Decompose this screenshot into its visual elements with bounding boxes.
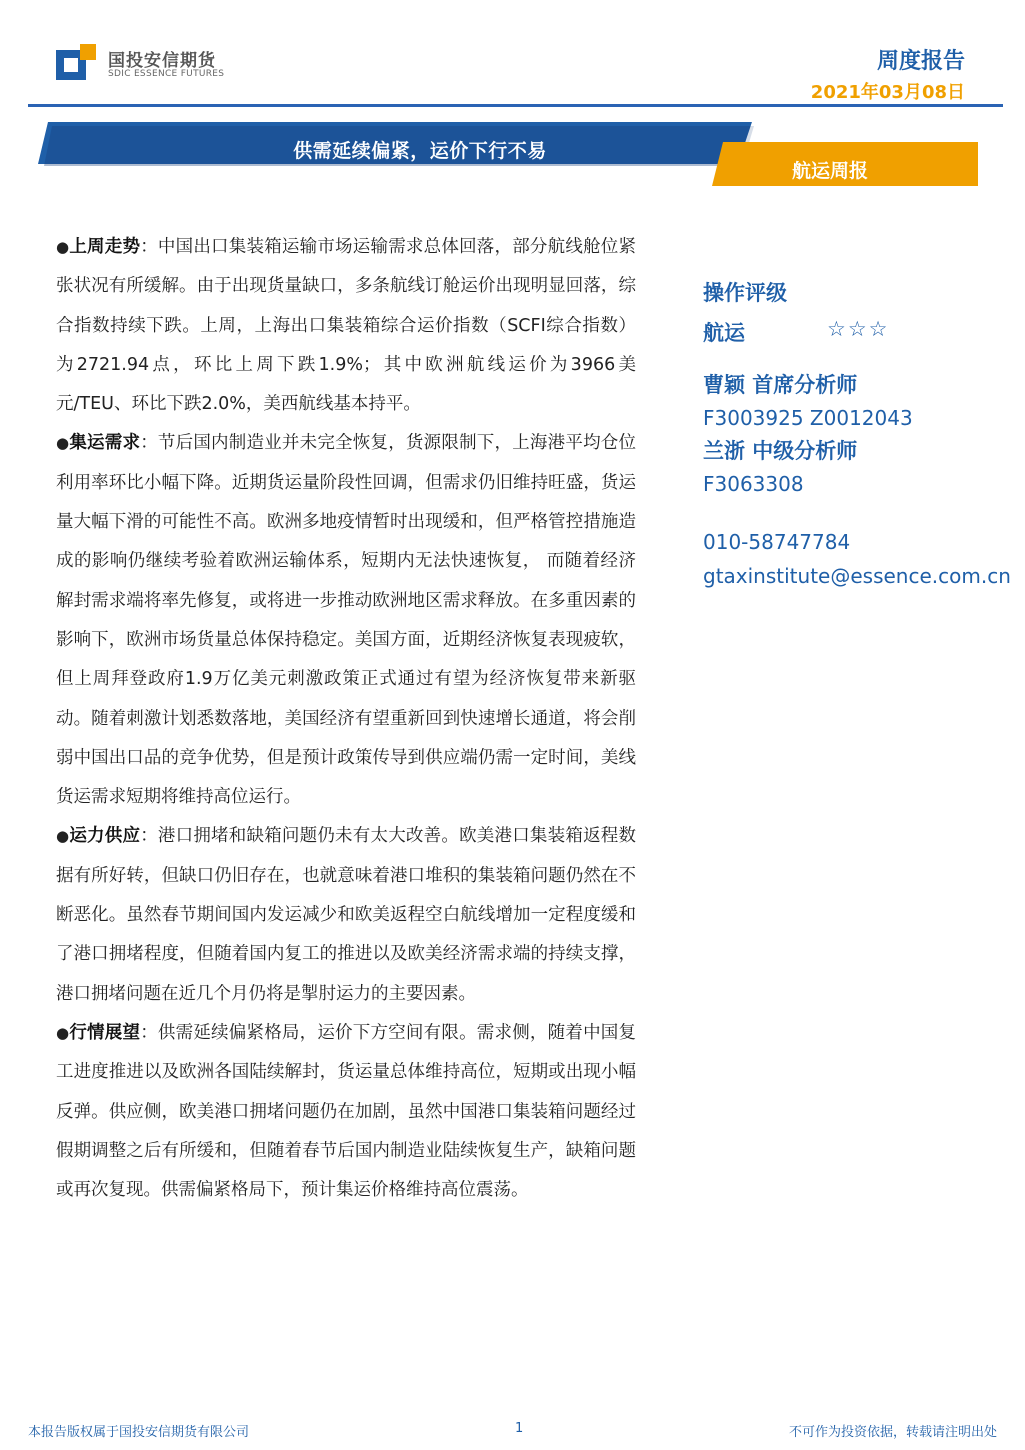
section-text: ：港口拥堵和缺箱问题仍未有太大改善。欧美港口集装箱返程数据有所好转，但缺口仍旧存在，也就意味着港口堆积的集装箱问题仍然在不断恶化。虽然春节期间国内发运减少和欧美返程空白航线增加一定程度缓和了港口拥堵程度，但随着国内复工的推进以及欧美经济需求端的持续支撑，港口拥堵问题在近几个月仍将是掣肘运力的主要因素。 [56,826,637,1004]
section-text: ：供需延续偏紧格局，运价下方空间有限。需求侧，随着中国复工进度推进以及欧洲各国陆续解封，货运量总体维持高位，短期或出现小幅反弹。供应侧，欧美港口拥堵问题仍在加剧，虽然中国港口集装箱问题经过假期调整之后有所缓和，但随着春节后国内制造业陆续恢复生产，缺箱问题或再次复现。供需偏紧格局下，预计集运价格维持高位震荡。 [56,1022,637,1201]
section-last-week [56,228,636,424]
footer-disclaimer: 不可作为投资依据，转载请注明出处 [788,1425,997,1440]
header-divider [28,104,1003,107]
analyst-name: 曹颖 首席分析师 [703,373,858,397]
analyst-license: F3063308 [703,472,804,496]
section-text: ：节后国内制造业并未完全恢复，货源限制下，上海港平均仓位利用率环比小幅下降。近期货运量阶段性回调，但需求仍旧维持旺盛，货运量大幅下滑的可能性不高。欧洲多地疫情暂时出现缓和，但严格管控措施造成的影响仍继续考验着欧洲运输体系，短期内无法快速恢复， 而随着经济解封需求端将率先修复，或将进一步推动欧洲地区需求释放。在多重因素的影响下，欧洲市场货量总体保持稳定。美国方面，近期经济恢复表现疲软，但上周拜登政府1.9万亿美元刺激政策正式通过有望为经济恢复带来新驱动。随着刺激计划悉数落地，美国经济有望重新回到快速增长通道，将会削弱中国出口品的竞争优势，但是预计政策传导到供应端仍需一定时间，美线货运需求短期将维持高位运行。 [56,433,637,808]
contact-phone: 010-58747784 [703,530,851,554]
logo-english-name: SDIC ESSENCE FUTURES [108,69,225,79]
section-demand [56,424,636,817]
section-label: 上周走势 [69,237,141,257]
analyst-license: F3003925 Z0012043 [703,406,913,430]
banner-title: 供需延续偏紧，运价下行不易 [293,140,547,162]
banner-tag: 航运周报 [791,160,868,182]
report-type: 周度报告 [876,49,965,74]
rating-stars-icon: ☆☆☆ [827,317,890,341]
bullet-icon: ● [56,238,70,256]
analyst-name: 兰浙 中级分析师 [703,439,858,463]
bullet-icon: ● [56,827,70,846]
company-logo [56,44,256,86]
rating-title: 操作评级 [703,281,787,305]
section-label: 行情展望 [69,1022,141,1043]
rating-row [703,317,1023,347]
sidebar [703,272,1023,593]
section-text: ：中国出口集装箱运输市场运输需求总体回落，部分航线舱位紧张状况有所缓解。由于出现货量缺口，多条航线订舱运价出现明显回落，综合指数持续下跌。上周，上海出口集装箱综合运价指数（SCFI综合指数）为2721.94点，环比上周下跌1.9%；其中欧洲航线运价为3966美元/TEU、环比下跌2.0%，美西航线基本持平。 [56,237,637,415]
sector-name: 航运 [703,321,745,345]
section-supply [56,817,636,1013]
section-label: 运力供应 [69,826,141,847]
report-body [56,228,636,1210]
report-date: 2021年03月08日 [810,82,965,103]
section-outlook [56,1014,636,1210]
logo-chinese-name: 国投安信期货 [108,51,216,71]
bullet-icon: ● [56,434,70,453]
logo-mark-icon [56,44,98,84]
contact-email[interactable]: gtaxinstitute@essence.com.cn [703,564,1011,588]
page-number: 1 [515,1421,524,1436]
section-label: 集运需求 [69,433,141,454]
footer-copyright: 本报告版权属于国投安信期货有限公司 [28,1425,250,1440]
bullet-icon: ● [56,1023,70,1042]
